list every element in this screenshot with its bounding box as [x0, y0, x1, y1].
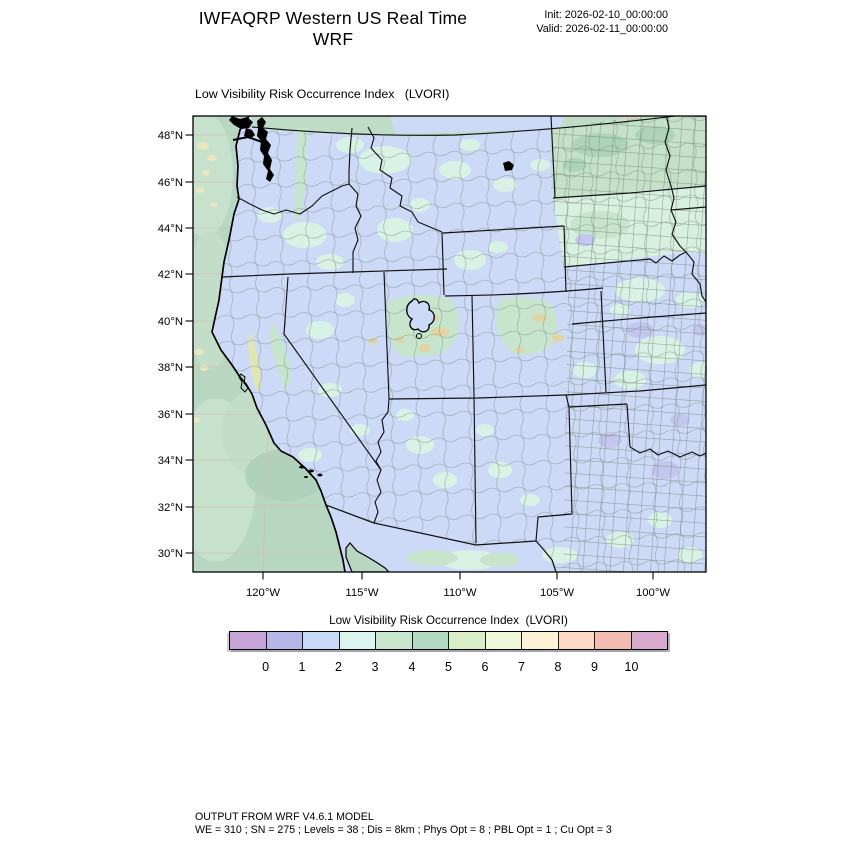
- colorbar-tick: 1: [298, 660, 306, 674]
- colorbar-tick: 6: [481, 660, 489, 674]
- colorbar-tick: 9: [591, 660, 598, 674]
- lat-axis-label: 48°N: [157, 130, 183, 142]
- colorbar-cell: [412, 632, 449, 649]
- page-title: IWFAQRP Western US Real Time WRF: [198, 8, 468, 49]
- colorbar-cell: [485, 632, 522, 649]
- colorbar-cell: [558, 632, 595, 649]
- lon-axis-label: 115°W: [345, 587, 379, 599]
- colorbar-tick: 2: [335, 660, 342, 674]
- colorbar-cell: [448, 632, 485, 649]
- lat-axis-label: 36°N: [157, 409, 183, 421]
- colorbar-cell: [594, 632, 631, 649]
- map-title: Low Visibility Risk Occurrence Index (LVORI): [195, 87, 450, 101]
- lat-axis-label: 40°N: [157, 316, 183, 328]
- lon-axis-label: 105°W: [539, 587, 575, 599]
- map-canvas: [150, 90, 720, 600]
- lon-axis-label: 120°W: [245, 587, 281, 599]
- colorbar-tick: 8: [554, 660, 562, 674]
- colorbar-tick: 5: [445, 660, 452, 674]
- lon-axis-label: 110°W: [443, 587, 477, 599]
- colorbar-cell: [302, 632, 339, 649]
- model-info-line2: WE = 310 ; SN = 275 ; Levels = 38 ; Dis = 8km ; Phys Opt = 8 ; PBL Opt = 1 ; Cu Opt = 3: [195, 823, 612, 836]
- lat-axis-label: 34°N: [157, 455, 183, 467]
- colorbar-tick: 3: [371, 660, 379, 674]
- lat-axis-label: 32°N: [157, 502, 183, 514]
- colorbar-cell: [266, 632, 303, 649]
- colorbar-cell: [230, 632, 266, 649]
- colorbar-cell: [339, 632, 376, 649]
- colorbar-cell: [521, 632, 558, 649]
- colorbar-tick: 10: [624, 660, 639, 674]
- colorbar-tick: 7: [518, 660, 525, 674]
- lat-axis-label: 42°N: [157, 269, 183, 281]
- init-timestamp: Init: 2026-02-10_00:00:00: [544, 9, 668, 21]
- colorbar: [229, 631, 668, 650]
- colorbar-label: Low Visibility Risk Occurrence Index (LVORI): [329, 613, 568, 627]
- lon-axis-label: 100°W: [635, 587, 671, 599]
- colorbar-cell: [375, 632, 412, 649]
- colorbar-tick: 0: [262, 660, 270, 674]
- model-info: [195, 811, 612, 836]
- lat-axis-label: 44°N: [157, 223, 183, 235]
- timestamps: [460, 9, 668, 36]
- model-info-line1: OUTPUT FROM WRF V4.6.1 MODEL: [195, 811, 374, 823]
- valid-timestamp: Valid: 2026-02-11_00:00:00: [536, 22, 668, 35]
- colorbar-cell: [631, 632, 668, 649]
- lat-axis-label: 30°N: [157, 548, 183, 560]
- lat-axis-label: 38°N: [157, 362, 183, 374]
- lat-axis-label: 46°N: [157, 177, 183, 189]
- colorbar-tick: 4: [408, 660, 416, 674]
